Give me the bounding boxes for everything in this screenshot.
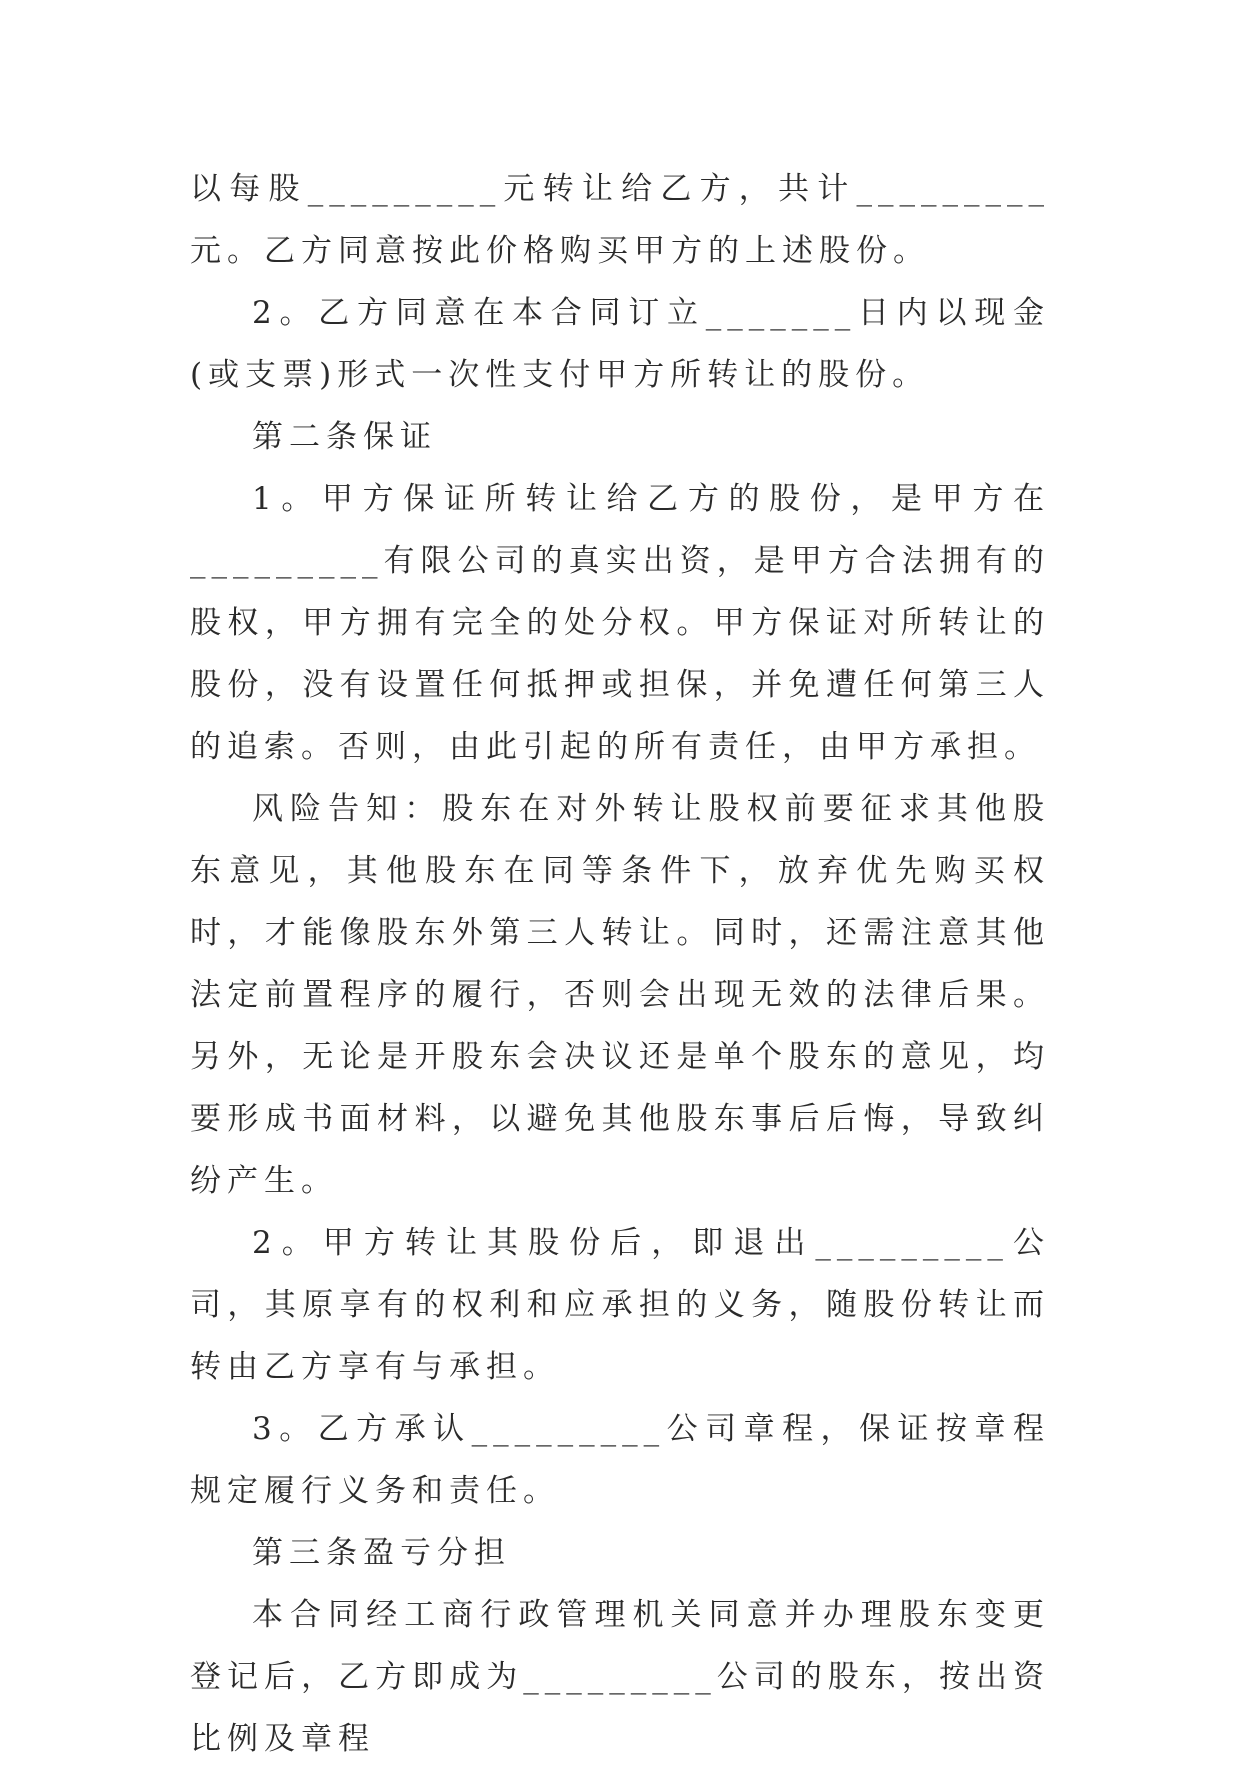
paragraph-payment-term: 2。乙方同意在本合同订立_______日内以现金(或支票)形式一次性支付甲方所转让的股份。	[190, 295, 1050, 393]
paragraph-risk-notice: 风险告知：股东在对外转让股权前要征求其他股东意见，其他股东在同等条件下，放弃优先购买权时，才能像股东外第三人转让。同时，还需注意其他法定前置程序的履行，否则会出现无效的法律后果。另外，无论是开股东会决议还是单个股东的意见，均要形成书面材料，以避免其他股东事后后悔，导致纠纷产生。	[190, 791, 1050, 1199]
paragraph-price-continuation: 以每股_________元转让给乙方，共计_________元。乙方同意按此价格购买甲方的上述股份。	[190, 171, 1050, 269]
section-heading-profit-loss: 第三条盈亏分担	[252, 1535, 511, 1571]
document-page	[190, 158, 1050, 1770]
section-heading-guarantee: 第二条保证	[252, 419, 437, 455]
paragraph-guarantee-1: 1。甲方保证所转让给乙方的股份，是甲方在_________有限公司的真实出资，是甲方合法拥有的股权，甲方拥有完全的处分权。甲方保证对所转让的股份，没有设置任何抵押或担保，并免遭任何第三人的追索。否则，由此引起的所有责任，由甲方承担。	[190, 481, 1050, 765]
paragraph-guarantee-3: 3。乙方承认_________公司章程，保证按章程规定履行义务和责任。	[190, 1411, 1050, 1509]
paragraph-guarantee-2: 2。甲方转让其股份后，即退出_________公司，其原享有的权利和应承担的义务，随股份转让而转由乙方享有与承担。	[190, 1225, 1050, 1385]
paragraph-profit-loss: 本合同经工商行政管理机关同意并办理股东变更登记后，乙方即成为_________公司的股东，按出资比例及章程	[190, 1597, 1050, 1757]
